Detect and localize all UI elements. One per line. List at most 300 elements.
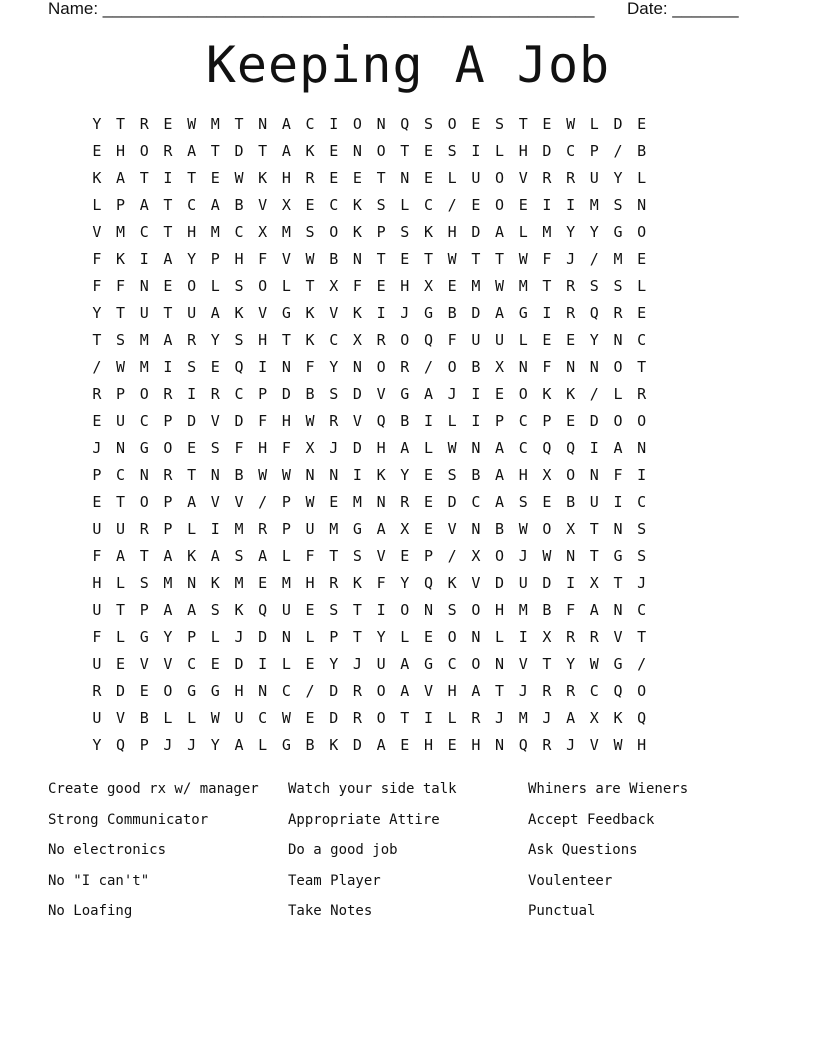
grid-letter: M (281, 223, 291, 241)
grid-letter: R (305, 169, 315, 187)
grid-letter: R (471, 709, 481, 727)
grid-letter: X (258, 223, 268, 241)
grid-letter: T (495, 682, 505, 700)
grid-letter: P (139, 736, 149, 754)
grid-letter: A (210, 304, 220, 322)
grid-letter: N (258, 115, 268, 133)
grid-letter: R (566, 682, 576, 700)
grid-letter: R (352, 682, 362, 700)
grid-letter: F (566, 601, 576, 619)
grid-letter: G (423, 304, 433, 322)
grid-row (85, 435, 654, 462)
grid-letter: X (352, 331, 362, 349)
grid-letter: R (329, 412, 339, 430)
grid-letter: S (329, 385, 339, 403)
grid-letter: M (210, 115, 220, 133)
grid-letter: T (116, 304, 126, 322)
grid-letter: O (187, 277, 197, 295)
grid-letter: V (281, 250, 291, 268)
grid-letter: N (495, 655, 505, 673)
grid-letter: M (613, 250, 623, 268)
grid-letter: O (376, 142, 386, 160)
grid-letter: K (116, 250, 126, 268)
grid-letter: Q (116, 736, 126, 754)
grid-letter: U (589, 169, 599, 187)
grid-letter: Q (258, 601, 268, 619)
grid-letter: F (305, 358, 315, 376)
grid-letter: V (210, 412, 220, 430)
grid-letter: P (116, 385, 126, 403)
grid-letter: G (423, 655, 433, 673)
grid-letter: A (495, 439, 505, 457)
grid-letter: V (589, 736, 599, 754)
grid-letter: B (329, 250, 339, 268)
grid-letter: U (187, 304, 197, 322)
grid-letter: F (352, 277, 362, 295)
grid-letter: S (637, 520, 647, 538)
grid-row (85, 597, 654, 624)
grid-letter: C (329, 331, 339, 349)
grid-letter: H (447, 223, 457, 241)
grid-letter: H (258, 439, 268, 457)
grid-letter: E (423, 493, 433, 511)
grid-letter: E (92, 493, 102, 511)
grid-letter: R (258, 520, 268, 538)
grid-letter: I (613, 493, 623, 511)
grid-letter: B (139, 709, 149, 727)
grid-letter: G (518, 304, 528, 322)
grid-letter: C (258, 709, 268, 727)
grid-letter: B (447, 304, 457, 322)
grid-letter: D (589, 412, 599, 430)
grid-letter: U (305, 520, 315, 538)
grid-letter: O (447, 358, 457, 376)
grid-letter: O (139, 142, 149, 160)
grid-letter: K (447, 574, 457, 592)
grid-letter: O (637, 223, 647, 241)
word-list-item: Do a good job (288, 842, 398, 858)
grid-letter: S (447, 601, 457, 619)
grid-letter: T (352, 601, 362, 619)
grid-letter: I (376, 304, 386, 322)
grid-letter: R (566, 277, 576, 295)
grid-letter: M (518, 601, 528, 619)
grid-letter: E (423, 142, 433, 160)
grid-letter: C (637, 331, 647, 349)
grid-row (85, 273, 654, 300)
grid-letter: W (447, 250, 457, 268)
grid-letter: / (423, 358, 433, 376)
grid-row (85, 300, 654, 327)
grid-letter: O (495, 196, 505, 214)
grid-letter: B (542, 601, 552, 619)
grid-letter: W (305, 250, 315, 268)
grid-letter: F (447, 331, 457, 349)
grid-letter: V (163, 655, 173, 673)
grid-letter: E (376, 277, 386, 295)
grid-letter: A (234, 736, 244, 754)
grid-letter: E (447, 736, 457, 754)
grid-letter: T (163, 304, 173, 322)
grid-letter: P (163, 493, 173, 511)
grid-letter: Q (400, 115, 410, 133)
grid-letter: T (281, 331, 291, 349)
page-title: Keeping A Job (205, 36, 611, 94)
grid-letter: M (518, 277, 528, 295)
grid-letter: A (495, 466, 505, 484)
grid-letter: R (542, 169, 552, 187)
grid-letter: O (471, 655, 481, 673)
grid-letter: K (423, 223, 433, 241)
grid-letter: J (518, 682, 528, 700)
grid-letter: T (92, 331, 102, 349)
grid-letter: A (376, 736, 386, 754)
grid-letter: G (139, 628, 149, 646)
grid-letter: M (352, 493, 362, 511)
grid-letter: I (471, 412, 481, 430)
word-list-item: No Loafing (48, 903, 133, 919)
grid-letter: I (139, 250, 149, 268)
grid-letter: L (447, 412, 457, 430)
grid-letter: O (329, 223, 339, 241)
grid-letter: L (423, 439, 433, 457)
grid-letter: I (187, 385, 197, 403)
grid-letter: L (400, 628, 410, 646)
grid-letter: L (613, 385, 623, 403)
grid-letter: R (352, 709, 362, 727)
grid-letter: P (281, 493, 291, 511)
grid-letter: / (447, 196, 457, 214)
worksheet-header (48, 0, 739, 18)
grid-letter: T (637, 628, 647, 646)
grid-letter: A (163, 601, 173, 619)
grid-letter: L (447, 169, 457, 187)
grid-letter: I (471, 385, 481, 403)
grid-letter: D (234, 655, 244, 673)
grid-letter: N (589, 466, 599, 484)
grid-letter: C (139, 412, 149, 430)
grid-letter: T (637, 358, 647, 376)
grid-letter: T (305, 277, 315, 295)
grid-letter: U (518, 574, 528, 592)
grid-letter: B (471, 358, 481, 376)
grid-letter: D (329, 709, 339, 727)
grid-letter: C (423, 196, 433, 214)
grid-letter: U (92, 655, 102, 673)
grid-letter: O (163, 439, 173, 457)
grid-letter: D (471, 304, 481, 322)
grid-letter: U (116, 412, 126, 430)
grid-letter: O (447, 628, 457, 646)
grid-letter: D (613, 115, 623, 133)
grid-row (85, 246, 654, 273)
grid-letter: N (613, 520, 623, 538)
grid-letter: H (281, 169, 291, 187)
grid-letter: N (566, 547, 576, 565)
grid-letter: N (305, 466, 315, 484)
grid-letter: T (589, 520, 599, 538)
name-field: Name: ____________________________________________________ (48, 0, 595, 18)
grid-letter: R (163, 466, 173, 484)
grid-letter: U (495, 331, 505, 349)
word-list-item: No electronics (48, 842, 167, 858)
grid-letter: W (281, 709, 291, 727)
grid-letter: V (258, 196, 268, 214)
grid-letter: I (542, 196, 552, 214)
grid-letter: Y (376, 628, 386, 646)
grid-letter: R (542, 736, 552, 754)
grid-letter: X (566, 520, 576, 538)
grid-letter: Q (376, 412, 386, 430)
grid-letter: W (210, 709, 220, 727)
grid-letter: L (447, 709, 457, 727)
grid-letter: L (281, 277, 291, 295)
grid-letter: W (495, 277, 505, 295)
grid-row (85, 165, 654, 192)
grid-letter: E (400, 547, 410, 565)
grid-letter: K (352, 223, 362, 241)
grid-letter: O (352, 115, 362, 133)
grid-letter: U (589, 493, 599, 511)
grid-letter: R (589, 628, 599, 646)
grid-letter: S (352, 547, 362, 565)
grid-letter: N (589, 358, 599, 376)
grid-letter: H (423, 736, 433, 754)
grid-letter: A (139, 196, 149, 214)
grid-letter: V (352, 412, 362, 430)
grid-letter: L (495, 142, 505, 160)
grid-letter: R (376, 331, 386, 349)
grid-row (85, 678, 654, 705)
grid-letter: V (423, 682, 433, 700)
grid-letter: K (305, 142, 315, 160)
grid-letter: G (210, 682, 220, 700)
grid-letter: E (92, 142, 102, 160)
grid-letter: T (329, 547, 339, 565)
grid-letter: Q (613, 682, 623, 700)
grid-letter: M (234, 520, 244, 538)
grid-letter: R (400, 358, 410, 376)
grid-letter: V (376, 385, 386, 403)
grid-letter: J (352, 655, 362, 673)
grid-letter: P (258, 385, 268, 403)
grid-letter: O (613, 358, 623, 376)
grid-letter: D (281, 385, 291, 403)
grid-letter: Q (234, 358, 244, 376)
grid-letter: C (139, 223, 149, 241)
grid-letter: W (305, 493, 315, 511)
grid-letter: E (518, 196, 528, 214)
grid-letter: A (116, 169, 126, 187)
grid-letter: F (542, 250, 552, 268)
grid-letter: T (116, 493, 126, 511)
grid-row (85, 408, 654, 435)
grid-letter: L (305, 628, 315, 646)
grid-letter: J (518, 547, 528, 565)
grid-letter: E (423, 169, 433, 187)
grid-letter: G (139, 439, 149, 457)
word-list-item: Punctual (528, 903, 596, 919)
grid-letter: E (471, 115, 481, 133)
grid-letter: G (281, 736, 291, 754)
grid-letter: E (258, 574, 268, 592)
grid-letter: X (400, 520, 410, 538)
grid-letter: X (542, 628, 552, 646)
grid-letter: B (305, 736, 315, 754)
grid-letter: O (637, 412, 647, 430)
grid-letter: Y (210, 736, 220, 754)
grid-letter: N (495, 736, 505, 754)
grid-letter: C (471, 493, 481, 511)
grid-letter: S (400, 223, 410, 241)
grid-letter: H (234, 682, 244, 700)
grid-letter: A (495, 304, 505, 322)
grid-letter: N (352, 358, 362, 376)
grid-letter: R (92, 682, 102, 700)
grid-letter: D (542, 142, 552, 160)
grid-letter: A (210, 196, 220, 214)
grid-letter: / (258, 493, 268, 511)
grid-letter: A (423, 385, 433, 403)
grid-letter: D (352, 439, 362, 457)
grid-letter: N (139, 466, 149, 484)
grid-letter: Q (637, 709, 647, 727)
word-list-row (48, 809, 768, 840)
grid-letter: A (187, 601, 197, 619)
grid-letter: D (542, 574, 552, 592)
grid-letter: R (566, 628, 576, 646)
grid-letter: Y (329, 358, 339, 376)
grid-letter: I (566, 196, 576, 214)
grid-letter: L (518, 223, 528, 241)
grid-letter: B (495, 520, 505, 538)
grid-letter: E (305, 709, 315, 727)
grid-letter: K (305, 304, 315, 322)
grid-letter: D (352, 736, 362, 754)
grid-letter: L (281, 655, 291, 673)
grid-letter: W (518, 250, 528, 268)
grid-letter: T (495, 250, 505, 268)
grid-row (85, 354, 654, 381)
grid-letter: H (518, 466, 528, 484)
grid-letter: N (139, 277, 149, 295)
grid-letter: N (566, 358, 576, 376)
grid-letter: K (352, 574, 362, 592)
grid-letter: C (187, 196, 197, 214)
grid-letter: G (281, 304, 291, 322)
grid-letter: S (447, 466, 457, 484)
grid-letter: N (329, 466, 339, 484)
grid-letter: D (234, 412, 244, 430)
grid-letter: I (258, 358, 268, 376)
grid-letter: N (518, 358, 528, 376)
grid-letter: K (352, 196, 362, 214)
grid-letter: R (139, 115, 149, 133)
grid-letter: A (566, 709, 576, 727)
word-list-item: No "I can't" (48, 872, 150, 889)
grid-letter: V (613, 628, 623, 646)
grid-letter: A (495, 223, 505, 241)
grid-letter: I (352, 466, 362, 484)
grid-letter: F (613, 466, 623, 484)
grid-letter: O (518, 385, 528, 403)
grid-letter: K (187, 547, 197, 565)
grid-letter: I (637, 466, 647, 484)
grid-letter: P (376, 223, 386, 241)
grid-letter: J (187, 736, 197, 754)
grid-letter: J (447, 385, 457, 403)
grid-letter: N (187, 574, 197, 592)
grid-letter: N (116, 439, 126, 457)
grid-letter: U (139, 304, 149, 322)
grid-row (85, 732, 654, 759)
grid-letter: Y (329, 655, 339, 673)
grid-letter: Y (613, 169, 623, 187)
grid-letter: W (258, 466, 268, 484)
grid-letter: K (566, 385, 576, 403)
grid-letter: A (210, 547, 220, 565)
grid-letter: P (210, 250, 220, 268)
grid-letter: T (163, 223, 173, 241)
grid-letter: / (613, 142, 623, 160)
grid-letter: L (495, 628, 505, 646)
grid-letter: / (589, 250, 599, 268)
grid-letter: S (116, 331, 126, 349)
grid-letter: I (542, 304, 552, 322)
grid-letter: N (423, 601, 433, 619)
grid-letter: P (116, 196, 126, 214)
grid-letter: S (589, 277, 599, 295)
grid-letter: A (163, 331, 173, 349)
grid-letter: T (518, 115, 528, 133)
grid-letter: T (423, 250, 433, 268)
grid-letter: L (258, 736, 268, 754)
grid-letter: W (589, 655, 599, 673)
grid-letter: D (116, 682, 126, 700)
grid-letter: C (447, 655, 457, 673)
grid-letter: S (423, 115, 433, 133)
grid-letter: E (210, 169, 220, 187)
grid-row (85, 624, 654, 651)
grid-letter: U (92, 601, 102, 619)
grid-letter: S (187, 358, 197, 376)
grid-letter: U (92, 520, 102, 538)
grid-letter: I (376, 601, 386, 619)
grid-letter: S (637, 547, 647, 565)
grid-letter: A (281, 142, 291, 160)
grid-letter: O (400, 331, 410, 349)
word-list (48, 778, 768, 931)
grid-letter: G (613, 223, 623, 241)
grid-letter: A (495, 493, 505, 511)
grid-letter: / (447, 547, 457, 565)
grid-letter: A (116, 547, 126, 565)
grid-letter: M (139, 358, 149, 376)
grid-letter: Y (92, 736, 102, 754)
grid-letter: O (495, 547, 505, 565)
grid-letter: C (518, 412, 528, 430)
grid-letter: L (163, 709, 173, 727)
grid-letter: G (613, 547, 623, 565)
grid-letter: P (139, 601, 149, 619)
grid-letter: N (352, 250, 362, 268)
grid-letter: M (163, 574, 173, 592)
grid-letter: Q (423, 331, 433, 349)
grid-letter: C (518, 439, 528, 457)
grid-letter: V (329, 304, 339, 322)
grid-letter: H (305, 574, 315, 592)
grid-letter: A (471, 682, 481, 700)
